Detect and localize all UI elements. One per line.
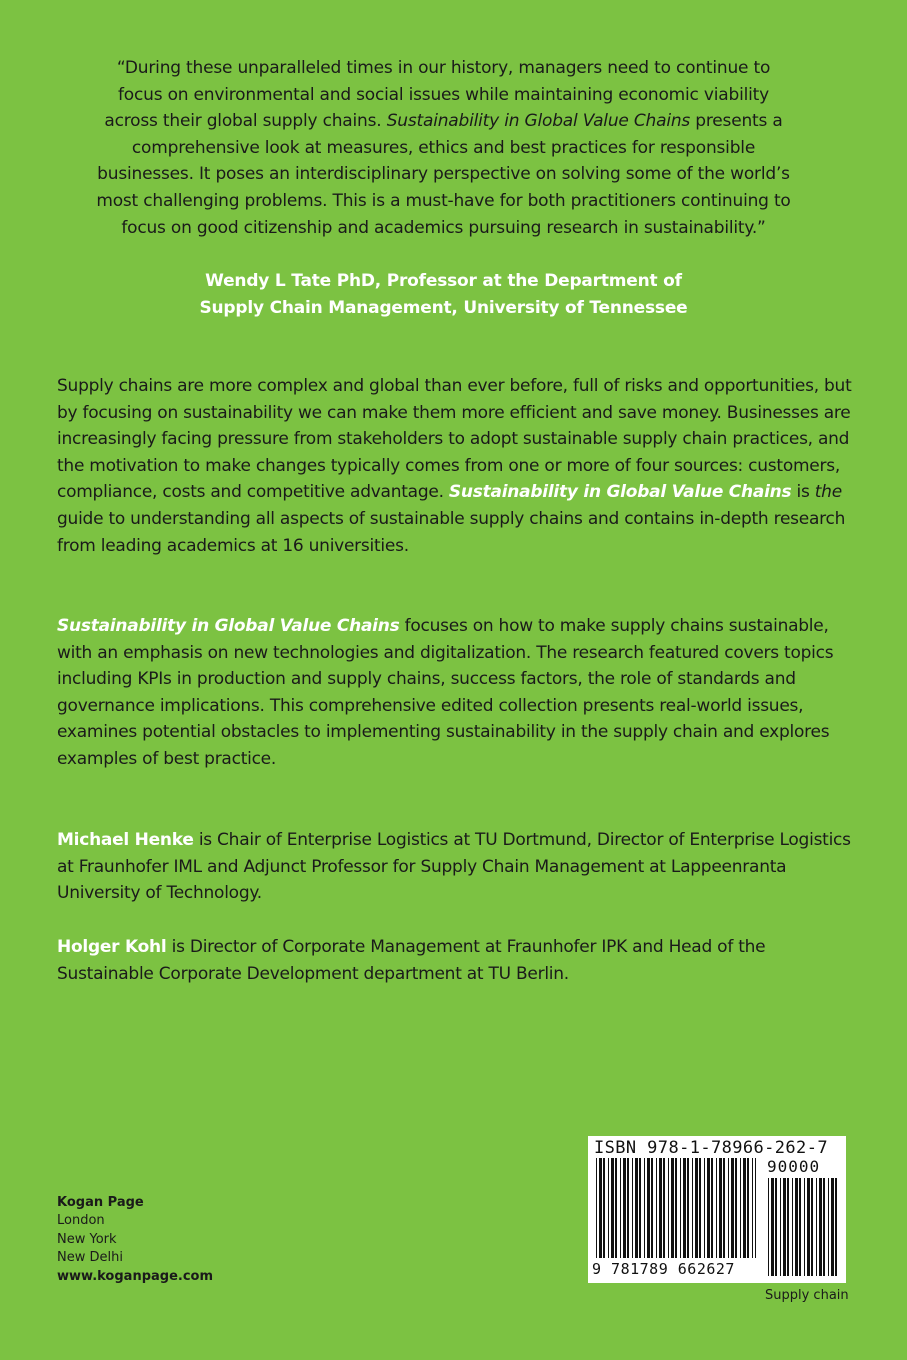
barcode-bar	[755, 1158, 756, 1258]
publisher-name: Kogan Page	[57, 1195, 144, 1210]
quote-book-title: Sustainability in Global Value Chains	[386, 111, 691, 132]
barcode-bar	[711, 1158, 713, 1258]
barcode-bar	[639, 1158, 641, 1258]
barcode-bar	[692, 1158, 693, 1258]
paragraph-text: Supply chains are more complex and global than ever before, full of risks and opportunities, but by focusing on sustainability we can make them more efficient and save money. Businesses are increasingly facing pressure from stakeholders to adopt sustainable supply chain practices, and the motivation to make changes typically comes from one or more of four sources: customers, compliance, costs and competitive advantage.	[57, 376, 852, 503]
barcode-bar	[647, 1158, 650, 1258]
barcode-bar	[603, 1158, 605, 1258]
barcode-bar	[792, 1178, 793, 1276]
endorsement-quote	[95, 55, 792, 241]
quote-attribution	[95, 268, 792, 321]
barcode-addon-number: 90000	[767, 1157, 821, 1176]
barcode-bar	[659, 1158, 662, 1258]
barcode-ean-digits: 9 781789 662627	[592, 1260, 735, 1278]
barcode-bar	[775, 1178, 777, 1276]
emphasis-word: the	[814, 482, 842, 503]
publisher-city: New Delhi	[57, 1250, 123, 1266]
barcode-bar	[816, 1178, 817, 1276]
barcode-bar	[743, 1158, 746, 1258]
barcode-bar	[804, 1178, 805, 1276]
isbn-label: ISBN 978-1-78966-262-7	[594, 1138, 828, 1158]
publisher-city: London	[57, 1213, 105, 1229]
publisher-block	[57, 1194, 213, 1286]
author-name: Michael Henke	[57, 830, 194, 850]
barcode-bar	[795, 1178, 798, 1276]
barcode-bar	[780, 1178, 781, 1276]
barcode-bar	[819, 1178, 822, 1276]
description-paragraph	[57, 373, 857, 559]
barcode-bar	[768, 1178, 769, 1276]
barcode-bar	[675, 1158, 677, 1258]
barcode-bar	[620, 1158, 621, 1258]
barcode-bar	[707, 1158, 710, 1258]
barcode-bar	[835, 1178, 837, 1276]
barcode-bar	[663, 1158, 665, 1258]
isbn-barcode	[588, 1136, 846, 1283]
barcode-bar	[731, 1158, 734, 1258]
barcode-bar	[831, 1178, 834, 1276]
barcode-bar	[632, 1158, 633, 1258]
barcode-bar	[723, 1158, 725, 1258]
barcode-bar	[811, 1178, 813, 1276]
barcode-bar	[611, 1158, 614, 1258]
barcode-bar	[716, 1158, 717, 1258]
barcode-bar	[695, 1158, 698, 1258]
quote-text-continued: presents a comprehensive look at measures, ethics and best practices for responsible businesses. It poses an interdisciplinary perspective on solving some of the world’s most challenging problems. This is a must-have for both practitioners continuing to focus on good citizenship and academics pursuing research in sustainability.”	[96, 111, 791, 238]
author-bio	[57, 934, 857, 987]
paragraph-text: focuses on how to make supply chains sustainable, with an emphasis on new technologies and digitalization. The research featured covers topics including KPIs in production and supply chains, success factors, the role of standards and governance implications. This comprehensive edited collection presents real-world issues, examines potential obstacles to implementing sustainability in the supply chain and explores examples of best practice.	[57, 616, 834, 769]
barcode-bar	[644, 1158, 645, 1258]
barcode-bar	[771, 1178, 774, 1276]
barcode-bar	[728, 1158, 729, 1258]
barcode-bar	[651, 1158, 653, 1258]
book-title: Sustainability in Global Value Chains	[57, 616, 400, 636]
barcode-bar	[608, 1158, 609, 1258]
paragraph-text: is	[791, 482, 815, 503]
author-name: Holger Kohl	[57, 937, 167, 957]
quote-text: “During these unparalleled times in our history, managers need to continue to focus on environmental and social issues while maintaining economic viability across their global supply chains.	[104, 58, 771, 132]
barcode-bar	[783, 1178, 786, 1276]
barcode-bar	[704, 1158, 705, 1258]
subject-category: Supply chain	[765, 1288, 849, 1303]
barcode-bar	[623, 1158, 626, 1258]
publisher-city: New York	[57, 1231, 117, 1247]
publisher-website: www.koganpage.com	[57, 1268, 214, 1284]
attribution-line: Supply Chain Management, University of Tennessee	[199, 297, 688, 318]
barcode-bar	[719, 1158, 722, 1258]
description-paragraph	[57, 613, 857, 773]
barcode-bar	[656, 1158, 657, 1258]
barcode-bar	[683, 1158, 686, 1258]
barcode-bar	[823, 1178, 825, 1276]
barcode-bar	[735, 1158, 737, 1258]
attribution-line: Wendy L Tate PhD, Professor at the Department of	[205, 271, 682, 291]
author-bio	[57, 827, 857, 907]
barcode-bar	[599, 1158, 602, 1258]
barcode-bar	[828, 1178, 829, 1276]
barcode-bar	[807, 1178, 810, 1276]
author-bio-text: is Director of Corporate Management at Fraunhofer IPK and Head of the Sustainable Corporate Development department at TU Berlin.	[57, 937, 766, 984]
barcode-bar	[635, 1158, 638, 1258]
author-bio-text: is Chair of Enterprise Logistics at TU Dortmund, Director of Enterprise Logistics at Fraunhofer IML and Adjunct Professor for Supply Chain Management at Lappeenranta University of Technology.	[57, 830, 851, 904]
barcode-bar	[699, 1158, 701, 1258]
barcode-bar	[740, 1158, 741, 1258]
barcode-bar	[596, 1158, 597, 1258]
book-title: Sustainability in Global Value Chains	[448, 482, 792, 503]
barcode-bar	[799, 1178, 801, 1276]
barcode-bar	[680, 1158, 681, 1258]
barcode-bar	[671, 1158, 674, 1258]
barcode-bar	[627, 1158, 629, 1258]
paragraph-text: guide to understanding all aspects of sustainable supply chains and contains in-depth research from leading academics at 16 universities.	[57, 508, 846, 556]
barcode-bar	[687, 1158, 689, 1258]
barcode-bar	[747, 1158, 749, 1258]
barcode-bar	[615, 1158, 617, 1258]
barcode-bar	[752, 1158, 753, 1258]
barcode-bar	[787, 1178, 789, 1276]
barcode-bar	[668, 1158, 669, 1258]
